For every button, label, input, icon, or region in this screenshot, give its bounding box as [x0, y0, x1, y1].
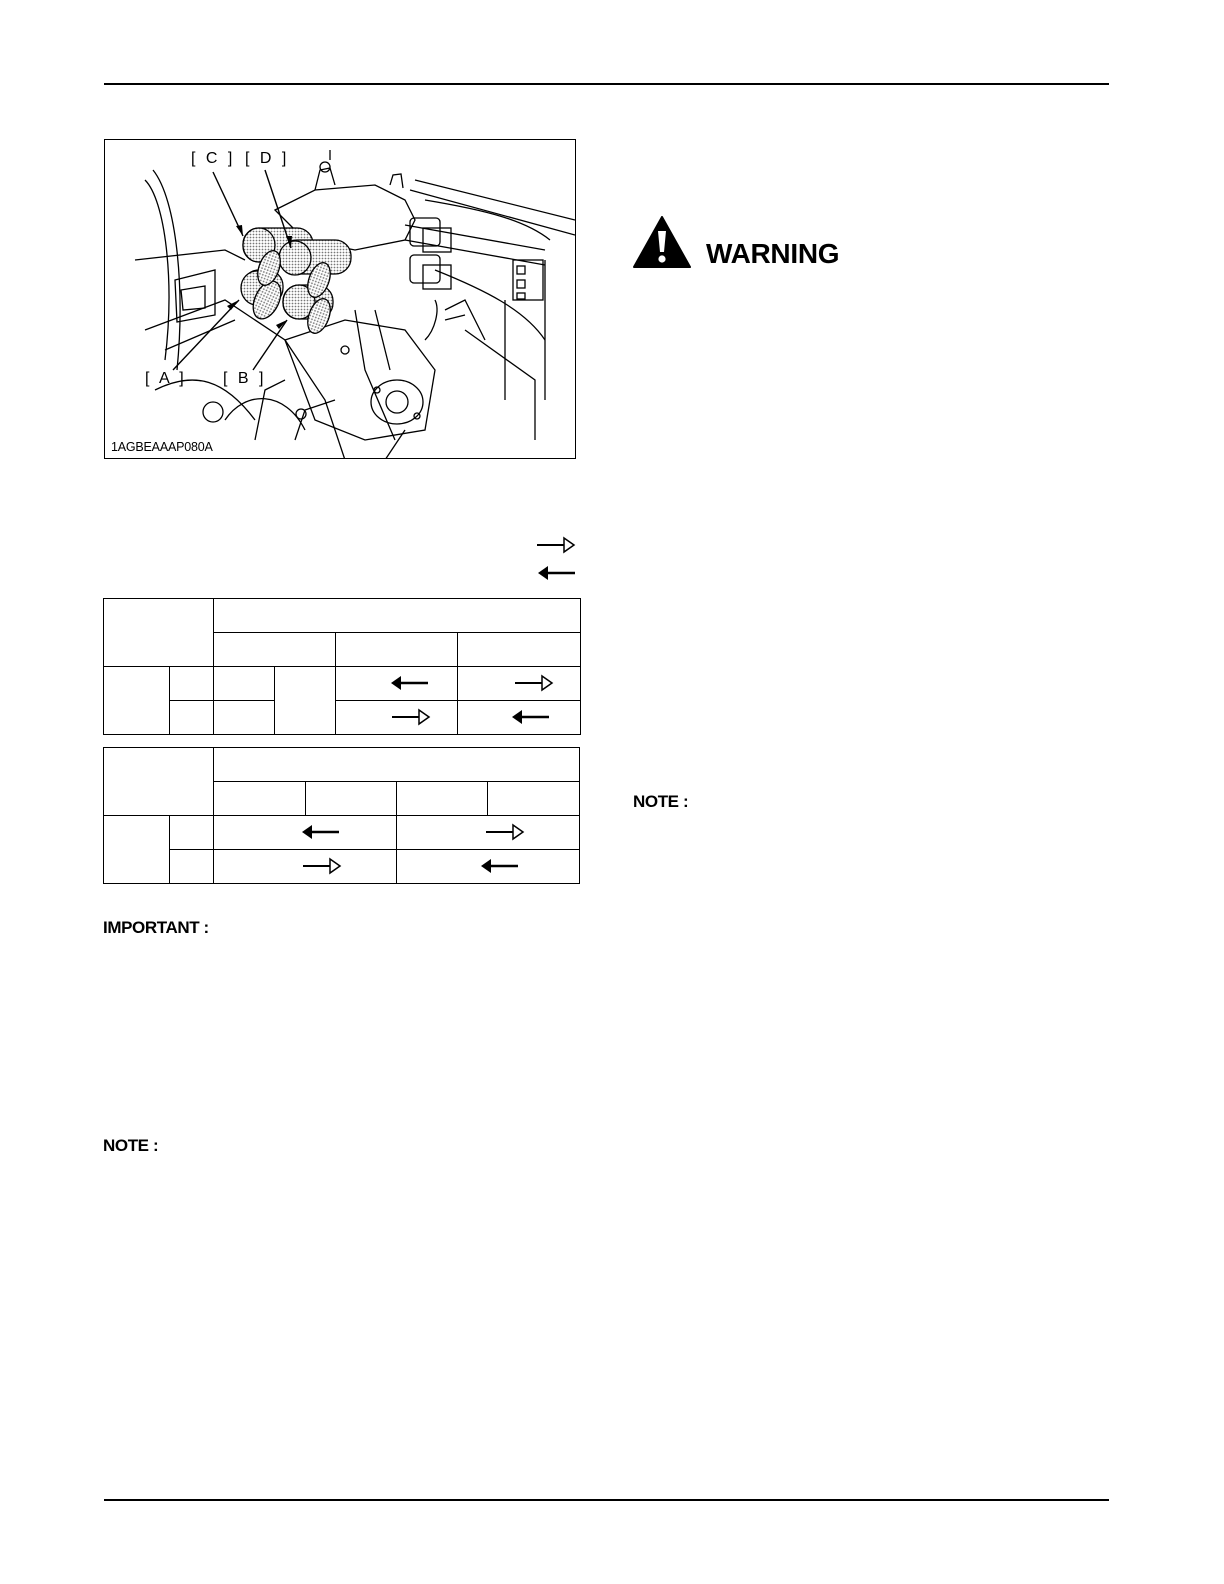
table1-corner-cell	[104, 599, 214, 667]
table2-subheader-cell	[306, 782, 397, 816]
table1-cell	[214, 667, 275, 701]
callout-a: [ A ]	[145, 370, 187, 387]
footer-rule	[104, 1499, 1109, 1501]
table1-cell	[214, 701, 275, 735]
table2-corner-cell	[104, 748, 214, 816]
callout-d: [ D ]	[245, 150, 290, 167]
open-arrow-right-icon	[485, 823, 525, 841]
table1-subheader-cell	[458, 633, 581, 667]
filled-arrow-left-icon	[300, 823, 340, 841]
figure-valve-illustration	[104, 139, 576, 459]
table2-cell	[214, 816, 397, 850]
table1-cell	[170, 701, 214, 735]
note-label-right: NOTE :	[633, 792, 689, 811]
table1-subheader-cell	[336, 633, 458, 667]
important-label: IMPORTANT :	[103, 918, 209, 937]
filled-arrow-left-icon	[389, 674, 429, 692]
table1-cell	[458, 667, 581, 701]
filled-arrow-left-icon	[479, 857, 519, 875]
open-arrow-right-icon	[391, 708, 431, 726]
warning-triangle-icon	[633, 216, 691, 268]
solenoid-table-1	[103, 598, 581, 735]
open-arrow-right-icon	[536, 536, 576, 554]
table2-cell	[397, 816, 580, 850]
table1-cell	[336, 667, 458, 701]
table1-subheader-cell	[214, 633, 336, 667]
table1-cell	[458, 701, 581, 735]
solenoid-table-2	[103, 747, 580, 884]
table1-cell	[336, 701, 458, 735]
table1-cell	[275, 667, 336, 735]
table2-subheader-cell	[214, 782, 306, 816]
figure-id: 1AGBEAAAP080A	[111, 440, 213, 454]
callout-b: [ B ]	[223, 370, 267, 387]
table2-header-cell	[214, 748, 580, 782]
table2-cell	[214, 850, 397, 884]
table2-cell	[397, 850, 580, 884]
filled-arrow-left-icon	[510, 708, 550, 726]
table2-subheader-cell	[397, 782, 488, 816]
open-arrow-right-icon	[302, 857, 342, 875]
open-arrow-right-icon	[514, 674, 554, 692]
table2-row-group-cell	[104, 816, 170, 884]
filled-arrow-left-icon	[536, 564, 576, 582]
callout-c: [ C ]	[191, 150, 236, 167]
table2-cell	[170, 850, 214, 884]
table2-subheader-cell	[488, 782, 580, 816]
table1-row-group-cell	[104, 667, 170, 735]
table1-header-cell	[214, 599, 581, 633]
note-label-left: NOTE :	[103, 1136, 159, 1155]
table1-cell	[170, 667, 214, 701]
header-rule	[104, 83, 1109, 85]
table2-cell	[170, 816, 214, 850]
warning-heading: WARNING	[706, 238, 840, 269]
valve-line-drawing	[105, 140, 576, 459]
